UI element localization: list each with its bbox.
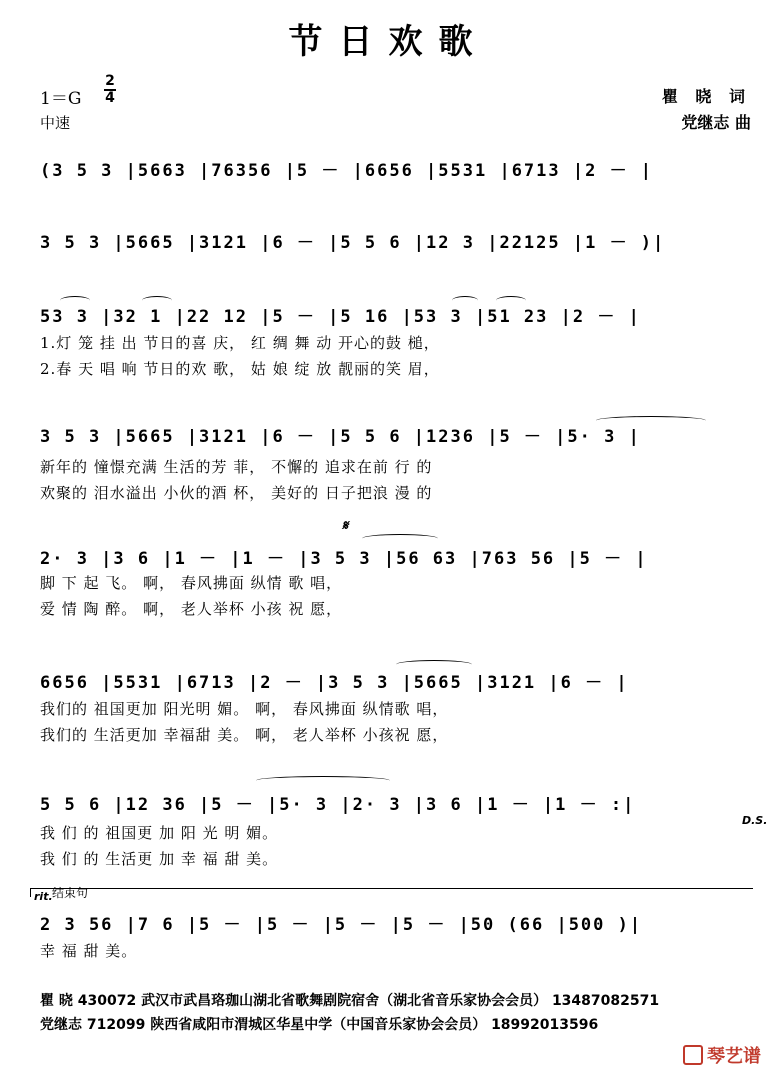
lyric-line-5-1: 脚 下 起 飞。 啊， 春风拂面 纵情 歌 唱， <box>40 574 343 592</box>
notation-system-2: 3 5 3 |5665 |3121 |6 － |5 5 6 |12 3 |22125 |1 － )| <box>40 233 666 253</box>
notation-system-5: 2· 3 |3 6 |1 － |1 － |3 5 3 |56 63 |763 56 |5 － | <box>40 549 648 569</box>
slur <box>362 534 438 543</box>
notation-system-1: (3 5 3 |5663 |76356 |5 － |6656 |5531 |6713 |2 － | <box>40 161 654 181</box>
lyric-line-5-2: 爱 情 陶 醉。 啊， 老人举杯 小孩 祝 愿， <box>40 600 343 618</box>
logo-icon <box>683 1045 703 1065</box>
segno-mark: 𝄋 <box>342 518 349 534</box>
lyric-line-7-1: 我 们 的 祖国更 加 阳 光 明 媚。 <box>40 824 279 842</box>
key-signature: 1＝G <box>40 89 82 109</box>
time-signature-bottom: 4 <box>105 90 115 106</box>
lyric-line-3-1: 1.灯 笼 挂 出 节日的喜 庆， 红 绸 舞 动 开心的鼓 槌， <box>40 334 440 352</box>
ds-mark: D.S. <box>742 814 768 827</box>
lyric-line-7-2: 我 们 的 生活更 加 幸 福 甜 美。 <box>40 850 279 868</box>
contact-lyricist: 瞿 晓 430072 武汉市武昌珞珈山湖北省歌舞剧院宿舍（湖北省音乐家协会会员） 13487082571 <box>40 993 660 1009</box>
rit-mark: rit. <box>34 890 53 903</box>
lyric-line-6-2: 我们的 生活更加 幸福甜 美。 啊， 老人举杯 小孩祝 愿， <box>40 726 449 744</box>
lyric-line-4-2: 欢聚的 泪水溢出 小伙的酒 杯， 美好的 日子把浪 漫 的 <box>40 484 433 502</box>
notation-system-3: 53 3 |32 1 |22 12 |5 － |5 16 |53 3 |51 23 |2 － | <box>40 307 641 327</box>
notation-system-7: 5 5 6 |12 36 |5 － |5· 3 |2· 3 |3 6 |1 － |1 － :| <box>40 795 636 815</box>
lyric-line-8-1: 幸 福 甜 美。 <box>40 942 138 960</box>
lyric-line-4-1: 新年的 憧憬充满 生活的芳 菲， 不懈的 追求在前 行 的 <box>40 458 433 476</box>
notation-system-8: 2 3 56 |7 6 |5 － |5 － |5 － |5 － |50 (66 |500 )| <box>40 915 643 935</box>
tempo-marking: 中速 <box>40 114 71 132</box>
notation-system-6: 6656 |5531 |6713 |2 － |3 5 3 |5665 |3121 |6 － | <box>40 673 629 693</box>
tie <box>256 776 390 785</box>
watermark-logo <box>683 1042 761 1068</box>
ending-label: 结束句 <box>52 886 89 900</box>
ending-bracket <box>30 888 753 897</box>
time-signature <box>104 74 116 106</box>
lyricist-credit: 瞿 晓 词 <box>661 87 751 106</box>
page-title: 节日欢歌 <box>288 22 489 62</box>
notation-system-4: 3 5 3 |5665 |3121 |6 － |5 5 6 |1236 |5 － |5· 3 | <box>40 427 641 447</box>
lyric-line-3-2: 2.春 天 唱 响 节日的欢 歌， 姑 娘 绽 放 靓丽的笑 眉， <box>40 360 440 378</box>
contact-composer: 党继志 712099 陕西省咸阳市渭城区华星中学（中国音乐家协会会员） 18992013596 <box>40 1017 599 1033</box>
lyric-line-6-1: 我们的 祖国更加 阳光明 媚。 啊， 春风拂面 纵情歌 唱， <box>40 700 449 718</box>
composer-credit: 党继志 曲 <box>681 113 751 132</box>
logo-text: 琴艺谱 <box>707 1046 761 1067</box>
time-signature-top: 2 <box>105 73 115 89</box>
